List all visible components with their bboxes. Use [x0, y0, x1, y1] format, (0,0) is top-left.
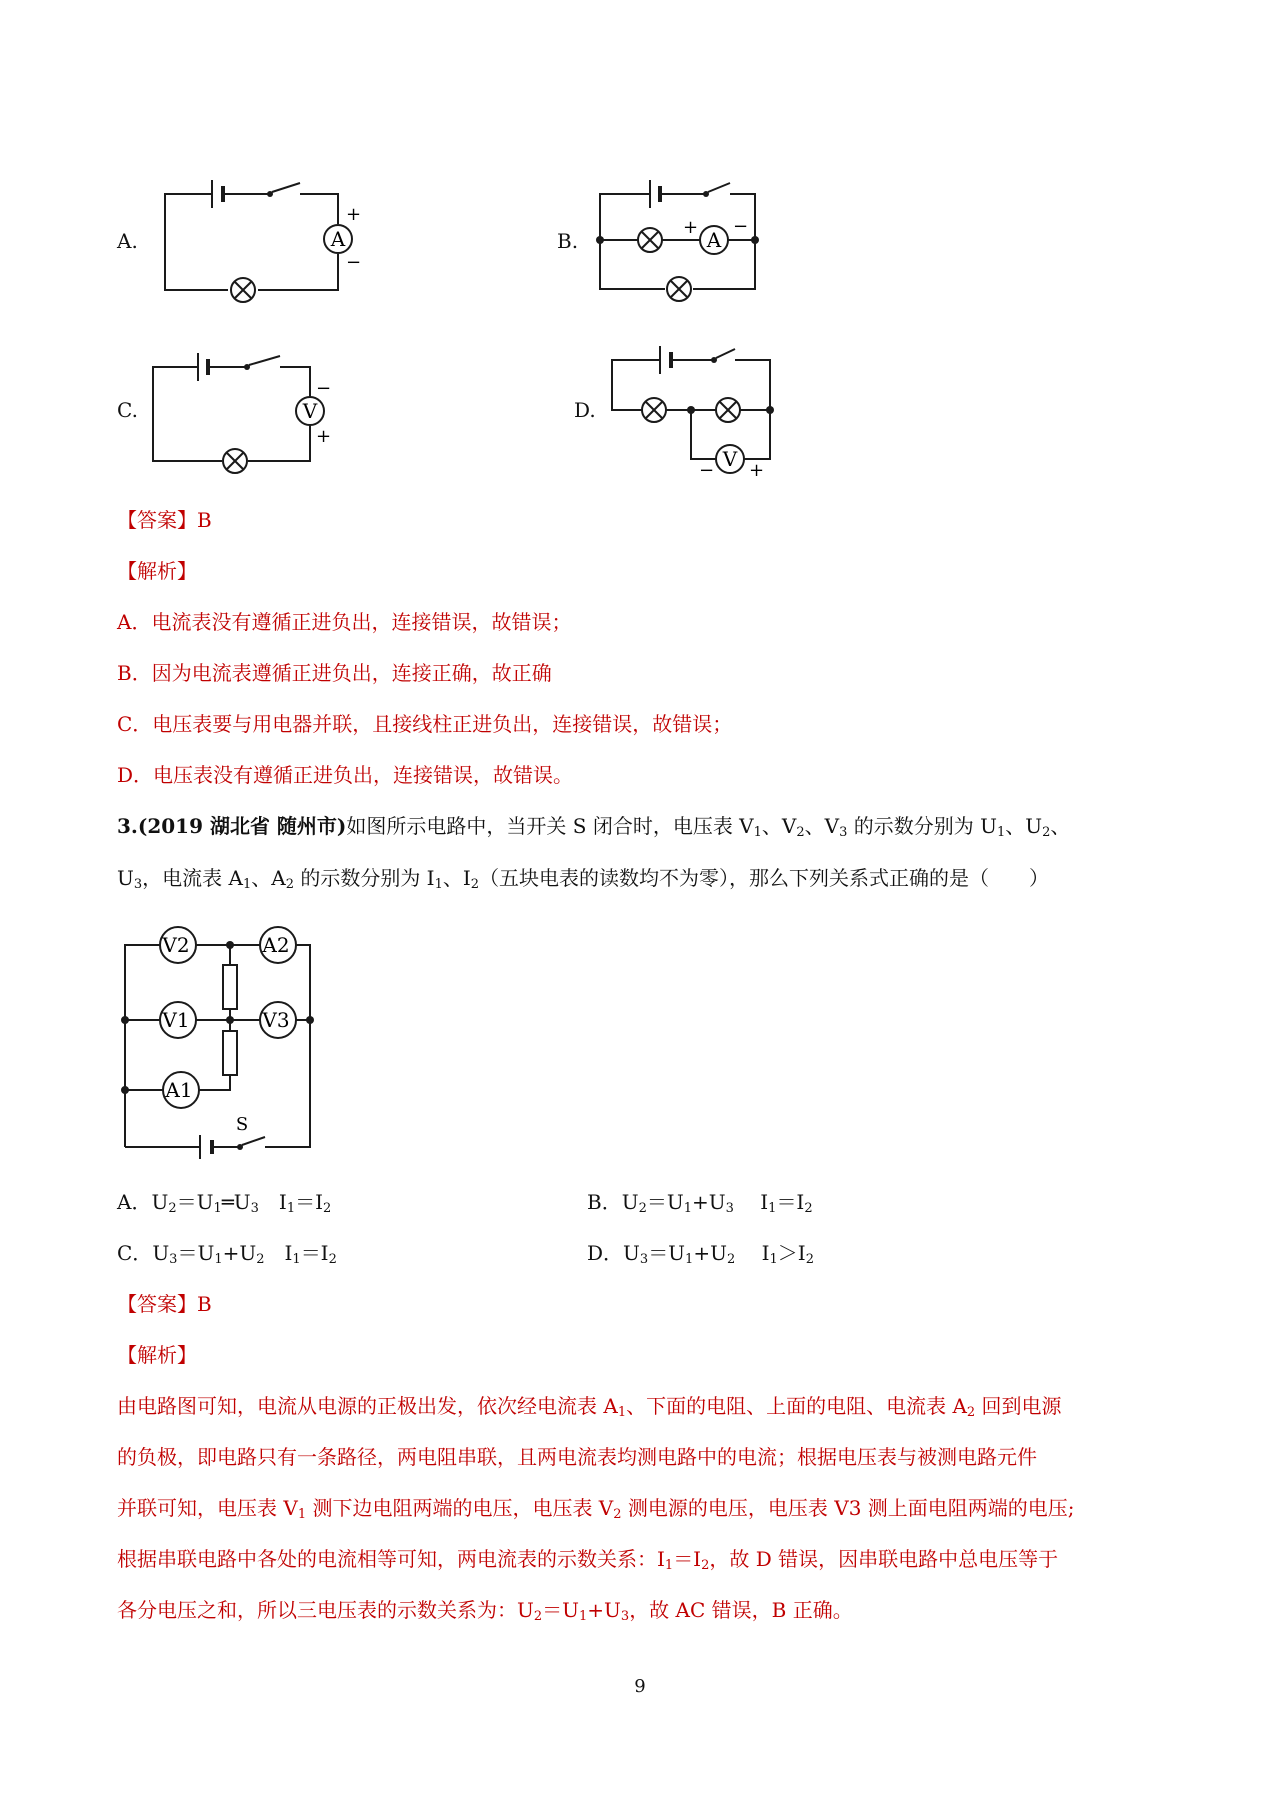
- option-c-label: C.: [117, 398, 138, 422]
- option-d-label: D.: [574, 398, 596, 422]
- voltmeter-symbol: V: [302, 399, 318, 423]
- q3-choice-b: B．$U_2=U_1+U_3$ $I_1=I_2$: [587, 1190, 813, 1216]
- q3-answer-line: 【答案】B: [117, 1292, 212, 1316]
- ammeter-a1-label: A1: [165, 1078, 193, 1102]
- ammeter-symbol: A: [706, 228, 722, 252]
- q3-analysis-line: 由电路图可知，电流从电源的正极出发，依次经电流表 $A_1$、下面的电阻、上面的电阻、电流表 $A_2$ 回到电源: [117, 1394, 1062, 1420]
- q3-stem-line-2: $U_3$，电流表 $A_1$、$A_2$ 的示数分别为 $I_1$、$I_2$（五块电表的读数均不为零），那么下列关系式正确的是（ ）: [117, 866, 1050, 892]
- q3-analysis-line: 并联可知，电压表 $V_1$ 测下边电阻两端的电压，电压表 $V_2$ 测电源的电压，电压表 V3 测上面电阻两端的电压;: [117, 1496, 1075, 1522]
- switch-label: S: [235, 1114, 249, 1135]
- q3-analysis-line: 各分电压之和，所以三电压表的示数关系为：$U_2=U_1+U_3$，故 AC 错误，B 正确。: [117, 1598, 853, 1624]
- minus-sign: −: [699, 460, 715, 480]
- voltmeter-v3-label: V3: [262, 1008, 290, 1032]
- q2-analysis-label: 【解析】: [117, 559, 197, 583]
- q3-analysis-label: 【解析】: [117, 1343, 197, 1367]
- q2-analysis-line: D．电压表没有遵循正进负出，连接错误，故错误。: [117, 763, 574, 787]
- q2-analysis-line: B．因为电流表遵循正进负出，连接正确，故正确: [117, 661, 552, 685]
- q2-analysis-line: C．电压表要与用电器并联，且接线柱正进负出，连接错误，故错误；: [117, 712, 733, 736]
- plus-sign: +: [346, 204, 362, 225]
- q2-analysis-line: A．电流表没有遵循正进负出，连接错误，故错误；: [117, 610, 572, 634]
- q3-choice-d: D．$U_3=U_1+U_2$ $I_1>I_2$: [587, 1241, 814, 1267]
- q3-analysis-line: 的负极，即电路只有一条路径，两电阻串联，且两电流表均测电路中的电流；根据电压表与被测电路元件: [117, 1445, 1037, 1469]
- minus-sign: −: [316, 378, 332, 399]
- minus-sign: −: [346, 252, 362, 273]
- option-b-label: B.: [557, 229, 579, 253]
- ammeter-a2-label: A2: [262, 933, 290, 957]
- plus-sign: +: [683, 217, 699, 238]
- q3-analysis-line: 根据串联电路中各处的电流相等可知，两电流表的示数关系：$I_1=I_2$，故 D 错误，因串联电路中总电压等于: [117, 1547, 1059, 1573]
- voltmeter-symbol: V: [722, 447, 738, 471]
- option-a-label: A.: [117, 229, 138, 253]
- q3-choice-a: A．$U_2=U_1═U_3$ $I_1=I_2$: [117, 1190, 332, 1216]
- voltmeter-v1-label: V1: [162, 1008, 190, 1032]
- page-number: 9: [634, 1676, 646, 1697]
- ammeter-symbol: A: [330, 227, 346, 251]
- q2-answer-line: 【答案】B: [117, 508, 212, 532]
- minus-sign: −: [733, 216, 749, 237]
- plus-sign: +: [316, 426, 332, 447]
- q3-stem-line-1: 3.(2019 湖北省 随州市)如图所示电路中，当开关 S 闭合时，电压表 $V_1$、$V_2$、$V_3$ 的示数分别为 $U_1$、$U_2$、: [117, 814, 1071, 840]
- q3-number-source: 3.(2019 湖北省 随州市): [117, 814, 347, 838]
- q3-choice-c: C．$U_3=U_1+U_2$ $I_1=I_2$: [117, 1241, 337, 1267]
- plus-sign: +: [749, 460, 765, 480]
- voltmeter-v2-label: V2: [162, 933, 190, 957]
